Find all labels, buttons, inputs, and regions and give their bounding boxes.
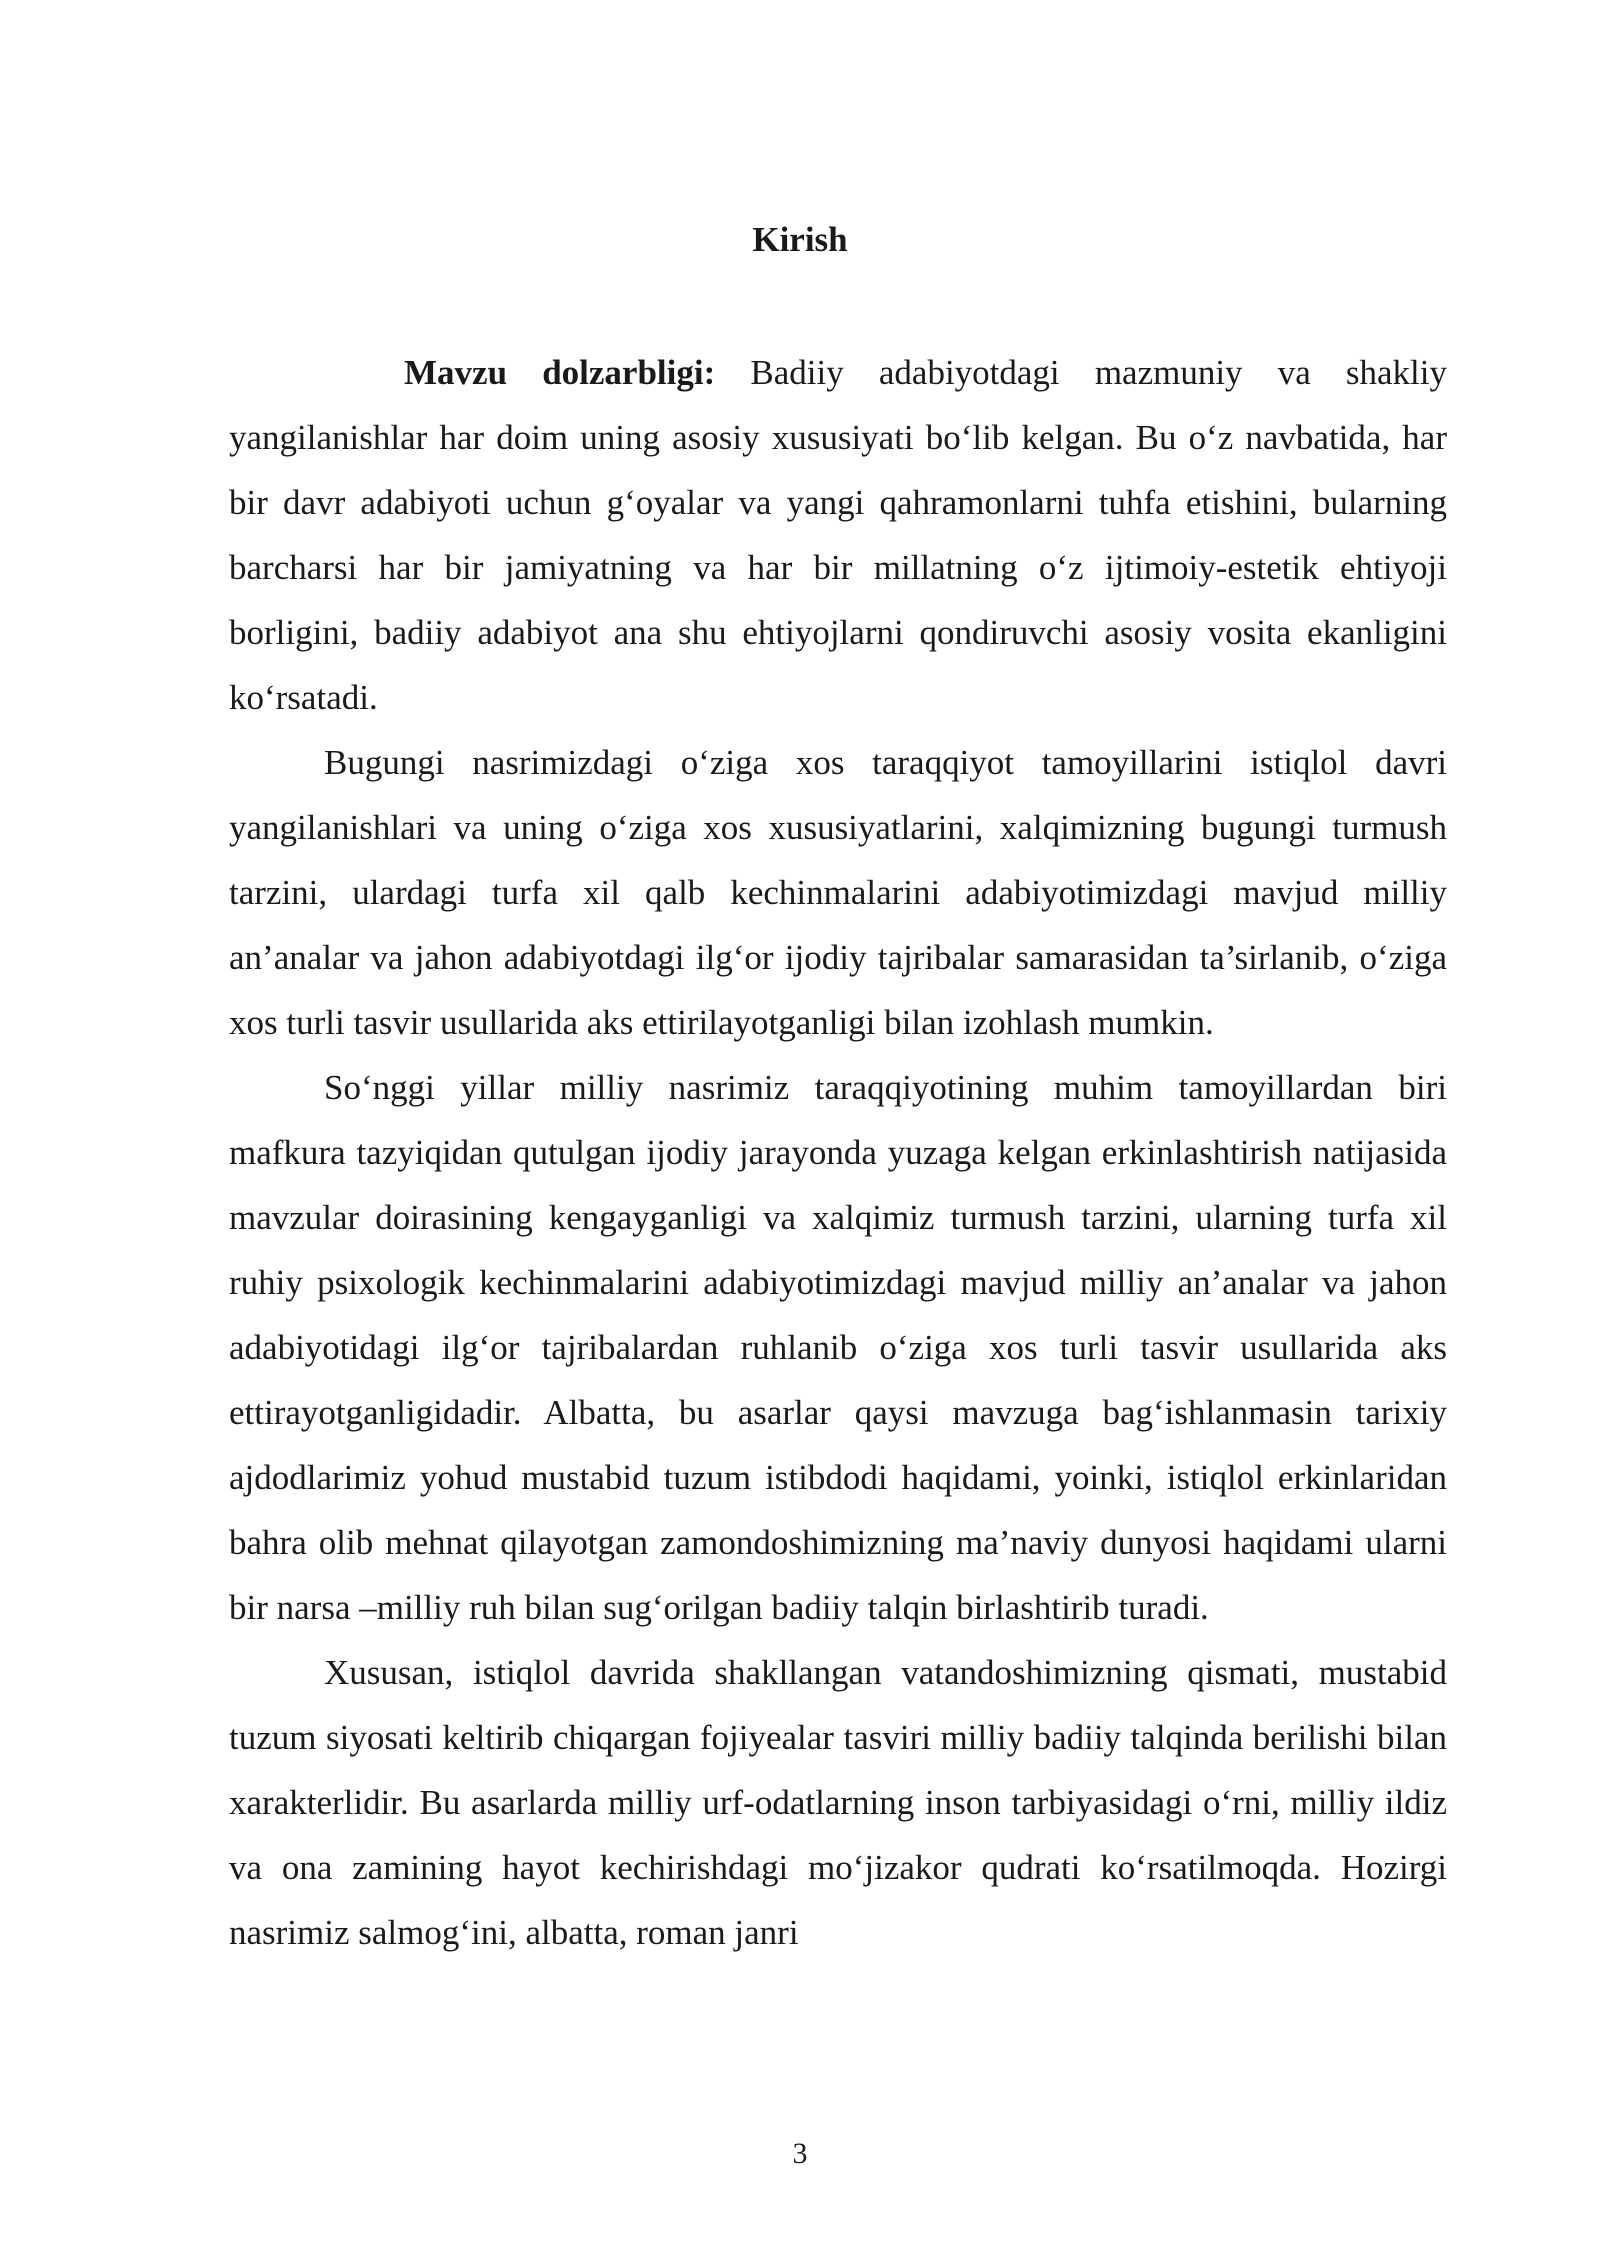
paragraph-1	[229, 340, 1447, 730]
paragraph-4: Xususan, istiqlol davrida shakllangan vatandoshimizning qismati, mustabid tuzum siyosati keltirib chiqargan fojiyealar tasviri milliy badiiy talqinda berilishi bilan xarakterlidir. Bu asarlarda milliy urf-odatlarning inson tarbiyasidagi o‘rni, milliy ildiz va ona zamining hayot kechirishdagi mo‘jizakor qudrati ko‘rsatilmoqda. Hozirgi nasrimiz salmog‘ini, albatta, roman janri	[229, 1653, 1447, 1952]
body-text	[229, 340, 1447, 1965]
paragraph-3: So‘nggi yillar milliy nasrimiz taraqqiyotining muhim tamoyillardan biri mafkura tazyiqidan qutulgan ijodiy jarayonda yuzaga kelgan erkinlashtirish natijasida mavzular doirasining kengayganligi va xalqimiz turmush tarzini, ularning turfa xil ruhiy psixologik kechinmalarini adabiyotimizdagi mavjud milliy an’analar va jahon adabiyotidagi ilg‘or tajribalardan ruhlanib o‘ziga xos turli tasvir usullarida aks ettirayotganligidadir. Albatta, bu asarlar qaysi mavzuga bag‘ishlanmasin tarixiy ajdodlarimiz yohud mustabid tuzum istibdodi haqidami, yoinki, istiqlol erkinlaridan bahra olib mehnat qilayotgan zamondoshimizning ma’naviy dunyosi haqidami ularni bir narsa –milliy ruh bilan sug‘orilgan badiiy talqin birlashtirib turadi.	[229, 1068, 1447, 1627]
paragraph-1-text: Badiiy adabiyotdagi mazmuniy va shakliy yangilanishlar har doim uning asosiy xususiyati bo‘lib kelgan. Bu o‘z navbatida, har bir davr adabiyoti uchun g‘oyalar va yangi qahramonlarni tuhfa etishini, bularning barcharsi har bir jamiyatning va har bir millatning o‘z ijtimoiy-estetik ehtiyoji borligini, badiiy adabiyot ana shu ehtiyojlarni qondiruvchi asosiy vosita ekanligini ko‘rsatadi.	[229, 353, 1448, 717]
paragraph-2: Bugungi nasrimizdagi o‘ziga xos taraqqiyot tamoyillarini istiqlol davri yangilanishlari va uning o‘ziga xos xususiyatlarini, xalqimizning bugungi turmush tarzini, ulardagi turfa xil qalb kechinmalarini adabiyotimizdagi mavjud milliy an’analar va jahon adabiyotdagi ilg‘or ijodiy tajribalar samarasidan ta’sirlanib, o‘ziga xos turli tasvir usullarida aks ettirilayotganligi bilan izohlash mumkin.	[229, 743, 1447, 1042]
page-number: 3	[792, 2137, 808, 2170]
paragraph-lead: Mavzu dolzarbligi:	[404, 353, 716, 392]
page-title: Kirish	[752, 220, 848, 259]
